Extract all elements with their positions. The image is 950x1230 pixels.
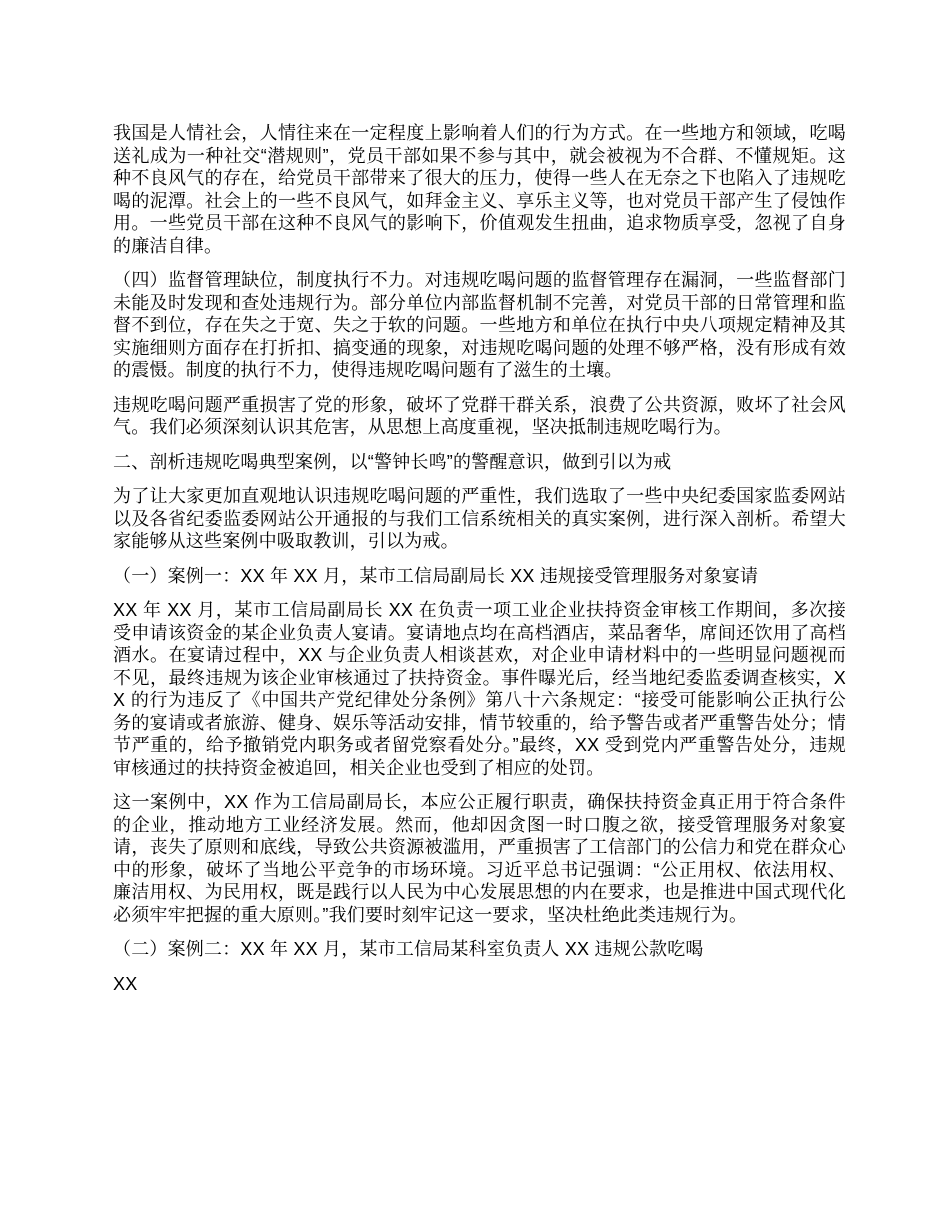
- paragraph-case-two-placeholder: XX: [113, 973, 138, 994]
- case-two-heading: （二）案例二：XX 年 XX 月，某市工信局某科室负责人 XX 违规公款吃喝: [113, 939, 704, 959]
- paragraph-case-one-body: XX 年 XX 月，某市工信局副局长 XX 在负责一项工业企业扶持资金审核工作期间，多次接受申请该资金的某企业负责人宴请。宴请地点均在高档酒店，菜品奢华，席间还饮用了高档酒水。在宴请过程中，XX 与企业负责人相谈甚欢，对企业申请材料中的一些明显问题视而不见，最终违规为该企业审核通过了扶持资金。事件曝光后，经当地纪委监委调查核实，XX 的行为违反了《中国共产党纪律处分条例》第八十六条规定：“接受可能影响公正执行公务的宴请或者旅游、健身、娱乐等活动安排，情节较重的，给予警告或者严重警告处分；情节严重的，给予撤销党内职务或者留党察看处分。”最终，XX 受到党内严重警告处分，违规审核通过的扶持资金被追回，相关企业也受到了相应的处罚。: [113, 600, 846, 778]
- paragraph-harm-summary: 违规吃喝问题严重损害了党的形象，破坏了党群干群关系，浪费了公共资源，败坏了社会风气。我们必须深刻认识其危害，从思想上高度重视，坚决抵制违规吃喝行为。: [113, 394, 846, 437]
- section-two-heading: 二、剖析违规吃喝典型案例，以“警钟长鸣”的警醒意识，做到引以为戒: [113, 451, 672, 472]
- paragraph-point-four-supervision: （四）监督管理缺位，制度执行不力。对违规吃喝问题的监督管理存在漏洞，一些监督部门未能及时发现和查处违规行为。部分单位内部监督机制不完善，对党员干部的日常管理和监督不到位，存在失之于宽、失之于软的问题。一些地方和单位在执行中央八项规定精神及其实施细则方面存在打折扣、搞变通的现象，对违规吃喝问题的处理不够严格，没有形成有效的震慑。制度的执行不力，使得违规吃喝问题有了滋生的土壤。: [113, 270, 846, 380]
- paragraph-cases-intro: 为了让大家更加直观地认识违规吃喝问题的严重性，我们选取了一些中央纪委国家监委网站以及各省纪委监委网站公开通报的与我们工信系统相关的真实案例，进行深入剖析。希望大家能够从这些案例中吸取教训，引以为戒。: [113, 486, 846, 551]
- paragraph-case-one-analysis: 这一案例中，XX 作为工信局副局长，本应公正履行职责，确保扶持资金真正用于符合条件的企业，推动地方工业经济发展。然而，他却因贪图一时口腹之欲，接受管理服务对象宴请，丧失了原则和底线，导致公共资源被滥用，严重损害了工信部门的公信力和党在群众心中的形象，破坏了当地公平竞争的市场环境。习近平总书记强调：“公正用权、依法用权、廉洁用权、为民用权，既是践行以人民为中心发展思想的内在要求，也是推进中国式现代化必须牢牢把握的重大原则。”我们要时刻牢记这一要求，坚决杜绝此类违规行为。: [113, 792, 846, 925]
- paragraph-intro-social-customs: 我国是人情社会，人情往来在一定程度上影响着人们的行为方式。在一些地方和领域，吃喝送礼成为一种社交“潜规则”，党员干部如果不参与其中，就会被视为不合群、不懂规矩。这种不良风气的存在，给党员干部带来了很大的压力，使得一些人在无奈之下也陷入了违规吃喝的泥潭。社会上的一些不良风气，如拜金主义、享乐主义等，也对党员干部产生了侵蚀作用。一些党员干部在这种不良风气的影响下，价值观发生扭曲，追求物质享受，忽视了自身的廉洁自律。: [113, 123, 846, 256]
- case-one-heading: （一）案例一：XX 年 XX 月，某市工信局副局长 XX 违规接受管理服务对象宴请: [113, 565, 759, 586]
